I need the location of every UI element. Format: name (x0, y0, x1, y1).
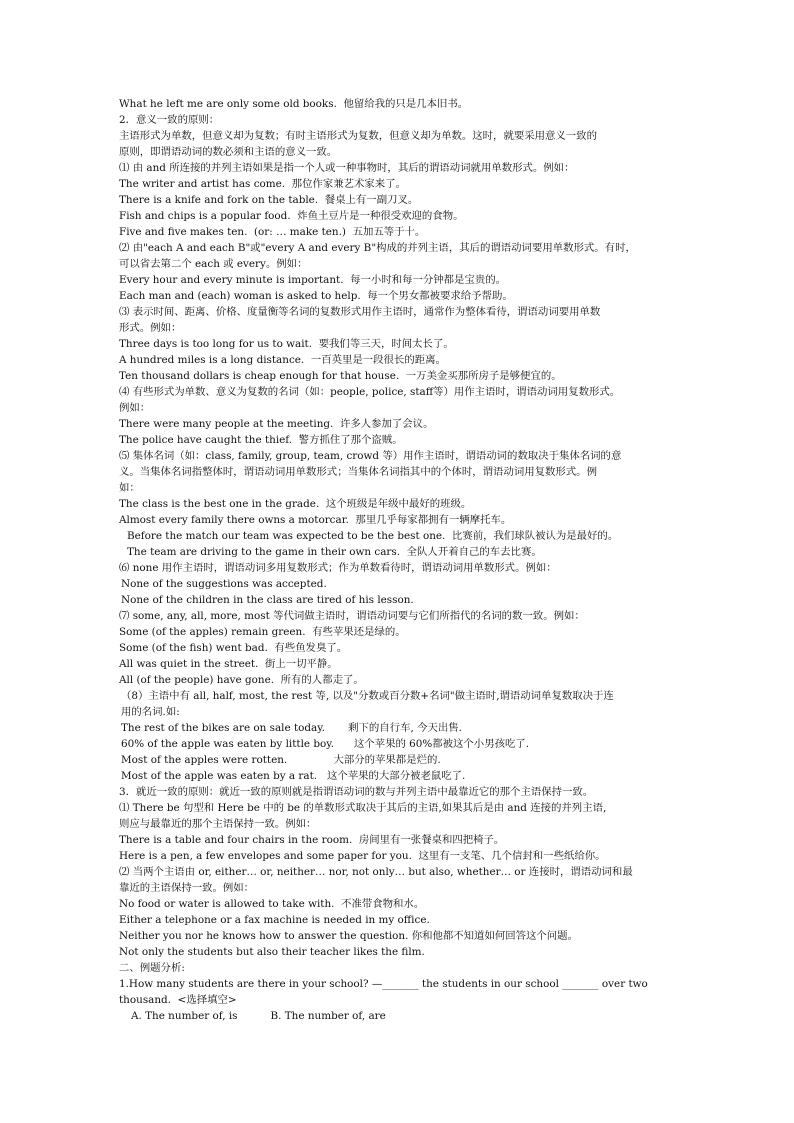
example-line: The rest of the bikes are on sale today. 剩下的自行车, 今天出售. (121, 722, 462, 734)
example-line: There is a table and four chairs in the room. 房间里有一张餐桌和四把椅子。 (119, 834, 505, 846)
example-line: All (of the people) have gone. 所有的人都走了。 (119, 674, 364, 686)
text-line: 可以省去第二个 each 或 every。例如： (119, 258, 308, 270)
example-line: Almost every family there owns a motorcar. 那里几乎每家都拥有一辆摩托车。 (119, 514, 512, 526)
text-line: 靠近的主语保持一致。例如： (119, 882, 255, 894)
example-line: Five and five makes ten. (or: … make ten.) 五加五等于十。 (119, 226, 426, 238)
rule-item: ⑸ 集体名词（如：class, family, group, team, crowd 等）用作主语时，谓语动词的数取决于集体名词的意 (119, 450, 622, 462)
example-line: None of the suggestions was accepted. (121, 578, 327, 590)
example-line: Some (of the fish) went bad. 有些鱼发臭了。 (119, 642, 348, 654)
question-line: thousand. <选择填空> (119, 994, 237, 1006)
example-line: None of the children in the class are tired of his lesson. (121, 594, 414, 606)
example-line: There were many people at the meeting. 许多人参加了会议。 (119, 418, 434, 430)
rule-item: ⑹ none 用作主语时，谓语动词多用复数形式；作为单数看待时，谓语动词用单数形式。例如： (119, 562, 557, 574)
rule-item: ⑴ There be 句型和 Here be 中的 be 的单数形式取决于其后的主语,如果其后是由 and 连接的并列主语, (119, 802, 607, 814)
answer-options: A. The number of, is B. The number of, are (131, 1010, 386, 1022)
text-line: What he left me are only some old books. 他留给我的只是几本旧书。 (119, 98, 469, 110)
example-line: The team are driving to the game in their own cars. 全队人开着自己的车去比赛。 (127, 546, 542, 558)
example-line: 60% of the apple was eaten by little boy. 这个苹果的 60%都被这个小男孩吃了. (121, 738, 530, 750)
example-line: Some (of the apples) remain green. 有些苹果还是绿的。 (119, 626, 406, 638)
text-line: 原则，即谓语动词的数必须和主语的意义一致。 (119, 146, 338, 158)
example-line: There is a knife and fork on the table. 餐桌上有一副刀叉。 (119, 194, 419, 206)
example-line: Each man and (each) woman is asked to help. 每一个男女都被要求给予帮助。 (119, 290, 513, 302)
rule-item: ⑺ some, any, all, more, most 等代词做主语时，谓语动词要与它们所指代的名词的数一致。例如： (119, 610, 585, 622)
example-line: Most of the apples were rotten. 大部分的苹果都是烂的. (121, 754, 441, 766)
text-line: 形式。例如： (119, 322, 182, 334)
example-line: The writer and artist has come. 那位作家兼艺术家来了。 (119, 178, 406, 190)
text-line: 义。当集体名词指整体时，谓语动词用单数形式；当集体名词指其中的个体时，谓语动词用复数形式。例 (119, 466, 597, 478)
section-heading: 2．意义一致的原则： (119, 114, 220, 126)
example-line: No food or water is allowed to take with. 不准带食物和水。 (119, 898, 425, 910)
example-line: Ten thousand dollars is cheap enough for that house. 一万美金买那所房子是够便宜的。 (119, 370, 562, 382)
section-heading: 二、例题分析: (119, 962, 185, 974)
rule-item: （8）主语中有 all, half, most, the rest 等, 以及"分数或百分数+名词"做主语时,谓语动词单复数取决于连 (121, 690, 614, 702)
example-line: Either a telephone or a fax machine is needed in my office. (119, 914, 430, 926)
example-line: Most of the apple was eaten by a rat. 这个苹果的大部分被老鼠吃了. (121, 770, 466, 782)
question-line: 1.How many students are there in your school? —_______ the students in our school _______ over two (119, 978, 648, 990)
example-line: Neither you nor he knows how to answer the question. 你和他都不知道如何回答这个问题。 (119, 930, 578, 942)
text-line: 例如： (119, 402, 151, 414)
rule-item: ⑵ 当两个主语由 or, either… or, neither… nor, not only… but also, whether… or 连接时，谓语动词和最 (119, 866, 633, 878)
rule-item: ⑶ 表示时间、距离、价格、度量衡等名词的复数形式用作主语时，通常作为整体看待，谓语动词要用单数 (119, 306, 601, 318)
example-line: Before the match our team was expected to be the best one. 比赛前，我们球队被认为是最好的。 (127, 530, 619, 542)
example-line: A hundred miles is a long distance. 一百英里是一段很长的距离。 (119, 354, 446, 366)
example-line: Every hour and every minute is important. 每一小时和每一分钟都是宝贵的。 (119, 274, 507, 286)
text-line: 则应与最靠近的那个主语保持一致。例如： (119, 818, 317, 830)
rule-item: ⑴ 由 and 所连接的并列主语如果是指一个人或一种事物时，其后的谓语动词就用单数形式。例如： (119, 162, 575, 174)
example-line: The class is the best one in the grade. 这个班级是年级中最好的班级。 (119, 498, 472, 510)
text-line: 用的名词.如: (121, 706, 180, 718)
example-line: Fish and chips is a popular food. 炸鱼土豆片是一种很受欢迎的食物。 (119, 210, 464, 222)
example-line: The police have caught the thief. 警方抓住了那个盗贼。 (119, 434, 403, 446)
text-line: 如： (119, 482, 140, 494)
example-line: All was quiet in the street. 街上一切平静。 (119, 658, 338, 670)
example-line: Not only the students but also their teacher likes the film. (119, 946, 425, 958)
text-line: 主语形式为单数，但意义却为复数；有时主语形式为复数，但意义却为单数。这时，就要采用意义一致的 (119, 130, 597, 142)
section-heading: 3．就近一致的原则：就近一致的原则就是指谓语动词的数与并列主语中最靠近它的那个主语保持一致。 (119, 786, 594, 798)
document-page (119, 96, 679, 1024)
rule-item: ⑷ 有些形式为单数、意义为复数的名词（如：people, police, staff等）用作主语时，谓语动词用复数形式。 (119, 386, 621, 398)
example-line: Here is a pen, a few envelopes and some paper for you. 这里有一支笔、几个信封和一些纸给你。 (119, 850, 606, 862)
rule-item: ⑵ 由"each A and each B"或"every A and every B"构成的并列主语，其后的谓语动词要用单数形式。有时， (119, 242, 636, 254)
example-line: Three days is too long for us to wait. 要我们等三天，时间太长了。 (119, 338, 454, 350)
